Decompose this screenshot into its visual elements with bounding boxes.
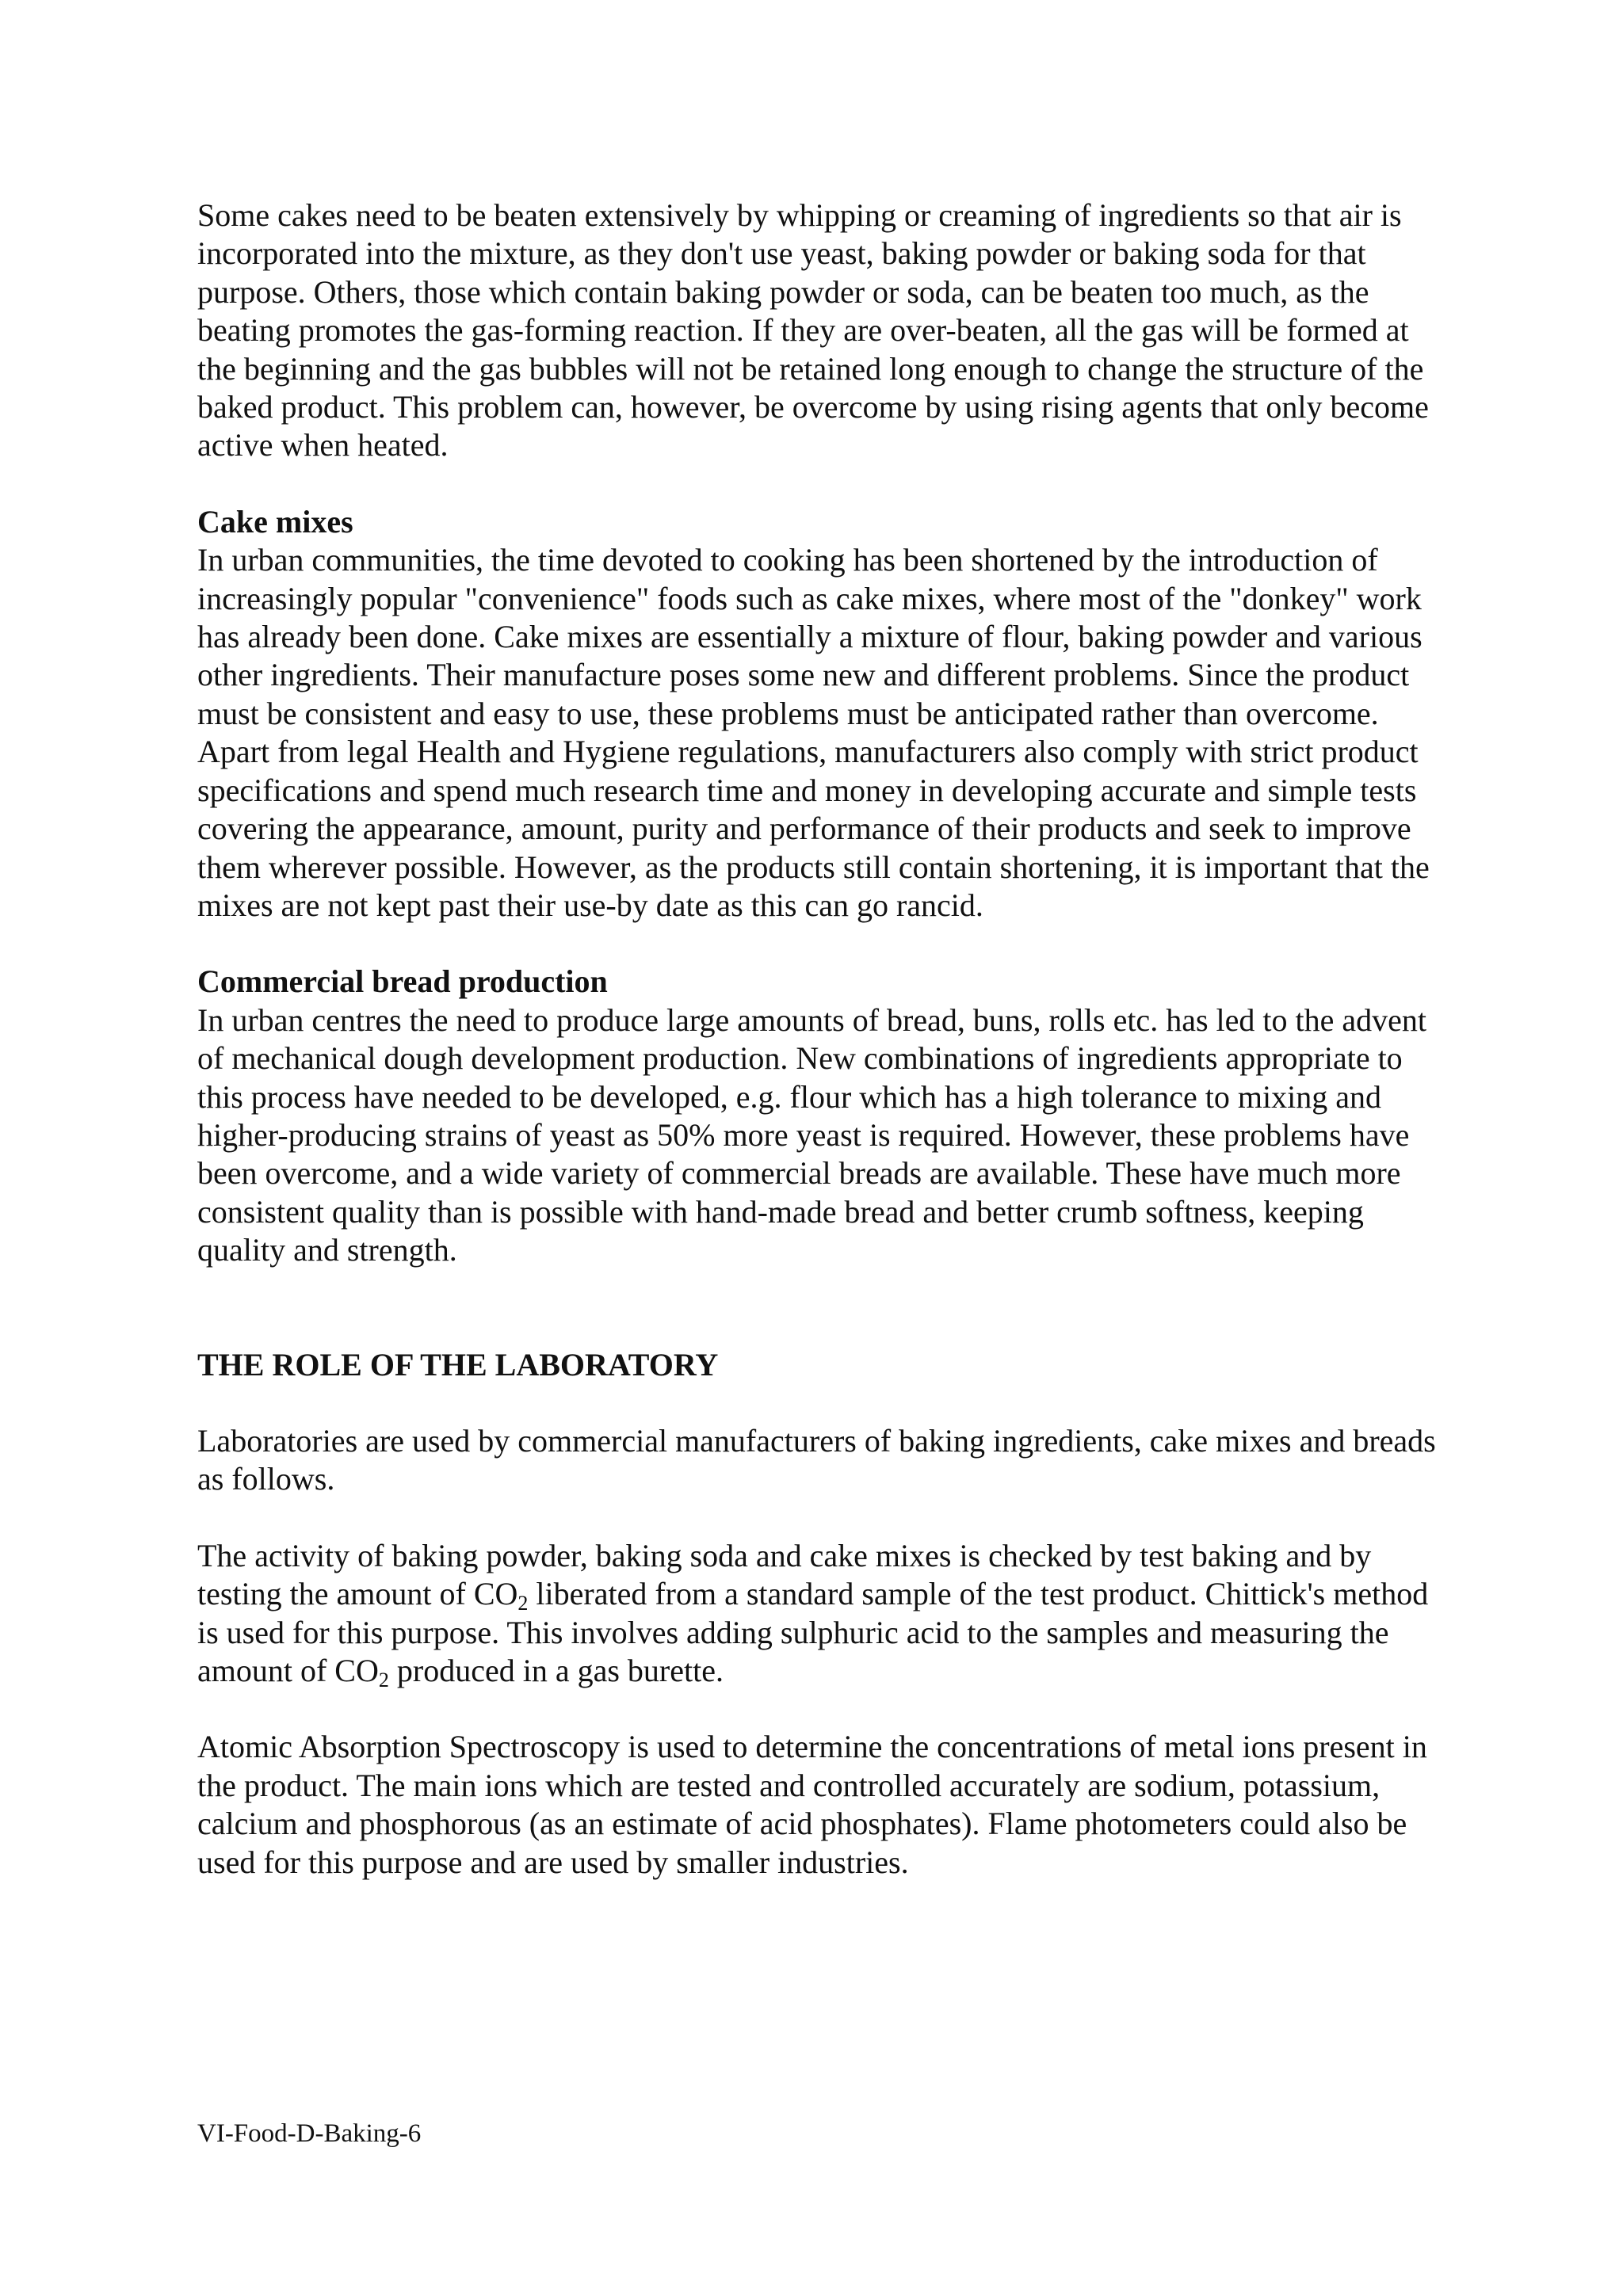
spacer xyxy=(197,465,1449,503)
document-page xyxy=(197,196,1449,1882)
spacer xyxy=(197,1270,1449,1308)
co2-subscript: 2 xyxy=(517,1592,529,1615)
lab-p2-text-3: produced in a gas burette. xyxy=(388,1653,724,1688)
laboratory-paragraph-1: Laboratories are used by commercial manufacturers of baking ingredients, cake mixes and breads as follows. xyxy=(197,1422,1436,1497)
page-footer: VI-Food-D-Baking-6 xyxy=(197,2119,422,2148)
laboratory-paragraph-3: Atomic Absorption Spectroscopy is used to determine the concentrations of metal ions present in the product. The main ions which are tested and controlled accurately are sodium, potassium, calcium and phosphorous (as an estimate of acid phosphates). Flame photometers could also be used for this purpose and are used by smaller industries. xyxy=(197,1729,1427,1880)
spacer xyxy=(197,1499,1449,1537)
commercial-bread-heading: Commercial bread production xyxy=(197,963,608,1000)
spacer xyxy=(197,1690,1449,1728)
laboratory-paragraph-2 xyxy=(197,1537,1449,1691)
lab-p2-text-2: liberated from a standard sample of the test product. Chittick's method is used for this purpose. This involves adding sulphuric acid to the samples and measuring the amount of CO xyxy=(197,1576,1429,1688)
cake-mixes-heading: Cake mixes xyxy=(197,503,353,540)
intro-paragraph: Some cakes need to be beaten extensively by whipping or creaming of ingredients so that air is incorporated into the mixture, as they don't use yeast, baking powder or baking soda for that purpose. Others, those which contain baking powder or soda, can be beaten too much, as the beating promotes the gas-forming reaction. If they are over-beaten, all the gas will be formed at the beginning and the gas bubbles will not be retained long enough to change the structure of the baked product. This problem can, however, be overcome by using rising agents that only become active when heated. xyxy=(197,197,1429,463)
commercial-bread-paragraph: In urban centres the need to produce large amounts of bread, buns, rolls etc. has led to the advent of mechanical dough development production. New combinations of ingredients appropriate to this process have needed to be developed, e.g. flour which has a high tolerance to mixing and higher-producing strains of yeast as 50% more yeast is required. However, these problems have been overcome, and a wide variety of commercial breads are available. These have much more consistent quality than is possible with hand-made bread and better crumb softness, keeping quality and strength. xyxy=(197,1001,1426,1268)
laboratory-section-title: THE ROLE OF THE LABORATORY xyxy=(197,1346,719,1383)
spacer xyxy=(197,1384,1449,1422)
cake-mixes-paragraph: In urban communities, the time devoted to cooking has been shortened by the introduction of increasingly popular "convenience" foods such as cake mixes, where most of the "donkey" work has already been done. Cake mixes are essentially a mixture of flour, baking powder and various other ingredients. Their manufacture poses some new and different problems. Since the product must be consistent and easy to use, these problems must be anticipated rather than overcome. Apart from legal Health and Hygiene regulations, manufacturers also comply with strict product specifications and spend much research time and money in developing accurate and simple tests covering the appearance, amount, purity and performance of their products and seek to improve them wherever possible. However, as the products still contain shortening, it is important that the mixes are not kept past their use-by date as this can go rancid. xyxy=(197,542,1430,923)
spacer xyxy=(197,1308,1449,1346)
spacer xyxy=(197,925,1449,963)
lab-p2-text-1: The activity of baking powder, baking soda and cake mixes is checked by test baking and by testing the amount of CO xyxy=(197,1537,1372,1612)
co2-subscript: 2 xyxy=(378,1669,389,1691)
